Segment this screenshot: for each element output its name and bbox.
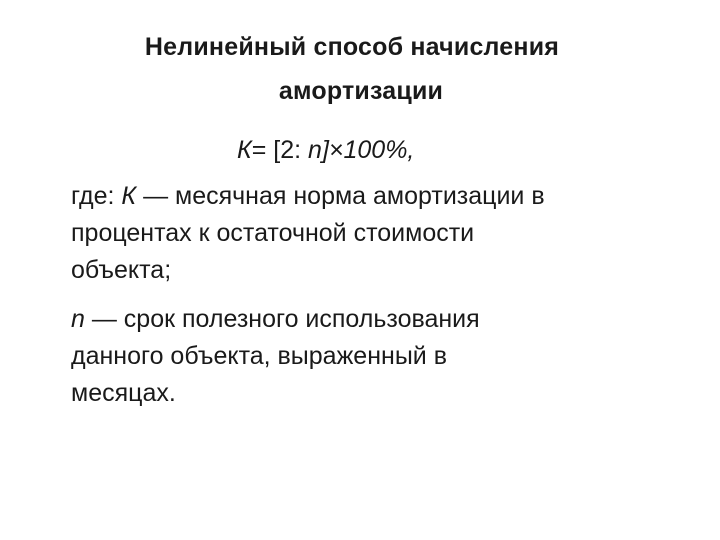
formula-part-2: ]×100%,	[321, 136, 415, 164]
definition-k-line-3: объекта;	[71, 256, 172, 284]
definition-n-line-1	[71, 301, 701, 338]
definition-k-prefix: где:	[71, 182, 122, 210]
definition-k	[71, 178, 701, 289]
slide-title-line-1: Нелинейный способ начисления	[144, 33, 560, 61]
definition-k-line-1	[71, 178, 701, 215]
definition-n-line-3: месяцах.	[71, 379, 176, 407]
definition-n	[71, 301, 701, 412]
definition-n-line-1-text: — срок полезного использования	[84, 305, 480, 333]
definition-k-symbol: К	[121, 182, 137, 210]
definition-k-line-2: процентах к остаточной стоимости	[71, 219, 475, 247]
formula	[237, 131, 414, 169]
definition-k-line-1-text: — месячная норма амортизации в	[136, 182, 545, 210]
definition-n-line-2: данного объекта, выраженный в	[71, 342, 447, 370]
formula-var-k: К	[237, 136, 252, 164]
formula-part-1: = [2:	[251, 136, 309, 164]
slide-title-line-2: амортизации	[278, 77, 444, 105]
formula-var-n: n	[308, 136, 322, 164]
definition-n-symbol: n	[71, 305, 85, 333]
